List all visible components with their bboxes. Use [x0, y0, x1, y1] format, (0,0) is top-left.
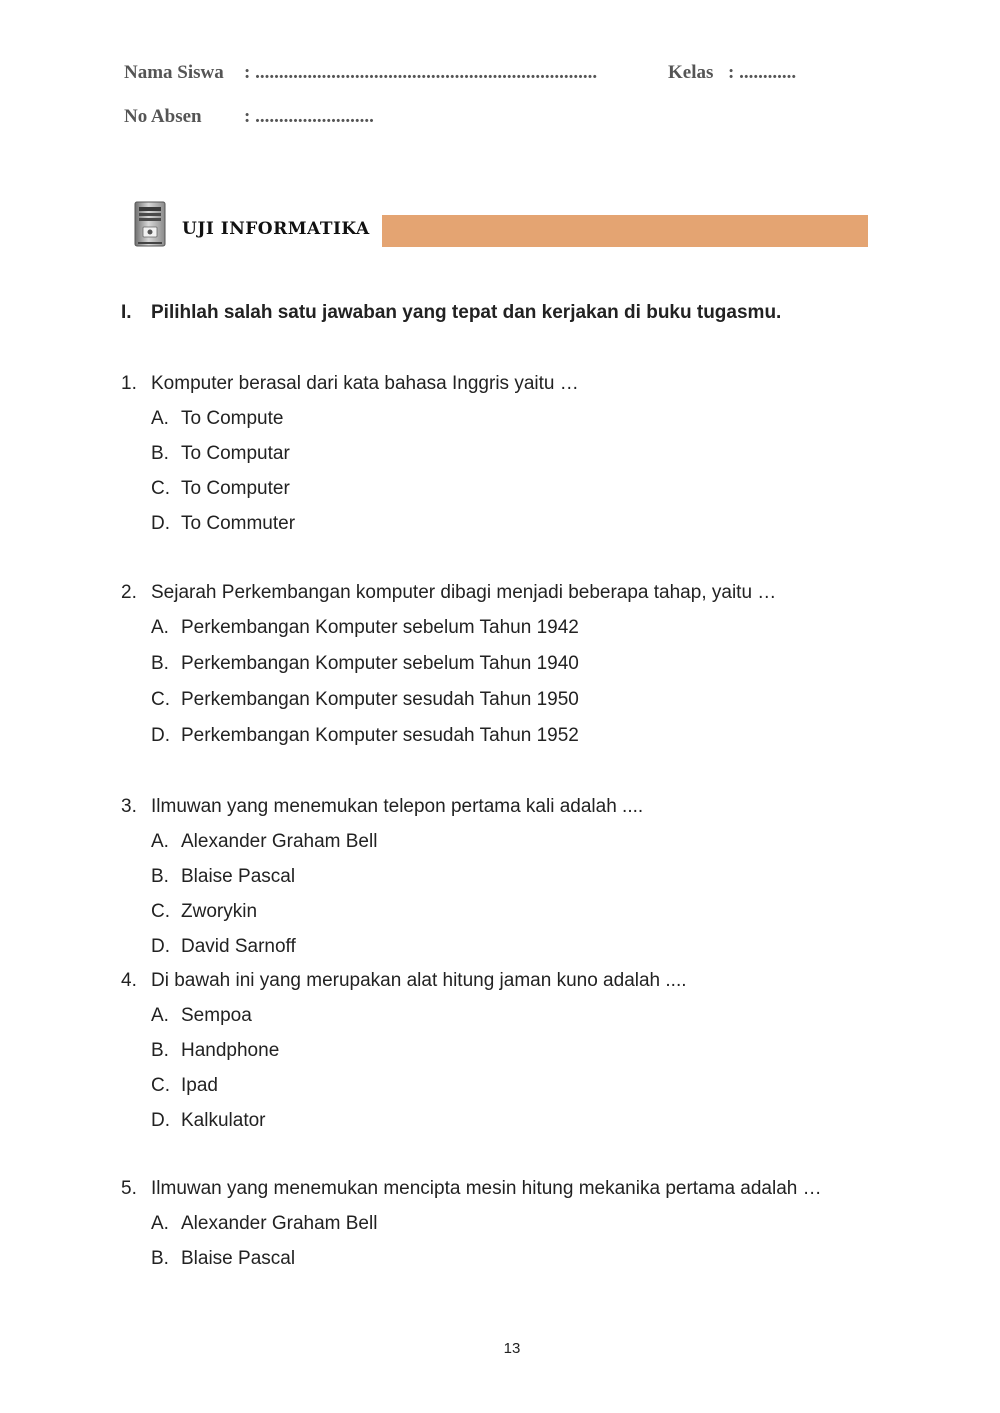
- option-c[interactable]: [121, 1075, 687, 1110]
- option-letter: A.: [151, 408, 169, 429]
- option-c[interactable]: [121, 901, 643, 936]
- option-b[interactable]: [121, 653, 776, 689]
- option-b[interactable]: [121, 1248, 822, 1283]
- option-text: Zworykin: [181, 901, 258, 922]
- option-letter: C.: [151, 901, 170, 922]
- option-text: Blaise Pascal: [181, 866, 296, 887]
- option-letter: B.: [151, 1248, 169, 1269]
- question-number: 4.: [121, 970, 137, 991]
- option-text: To Compute: [181, 408, 284, 429]
- question-prompt: Ilmuwan yang menemukan telepon pertama kali adalah ....: [151, 796, 644, 817]
- option-a[interactable]: [121, 1213, 822, 1248]
- no-absen-label: No Absen: [124, 106, 202, 127]
- question-4: [121, 970, 687, 1145]
- option-text: Kalkulator: [181, 1110, 266, 1131]
- banner-title: UJI INFORMATIKA: [182, 219, 370, 239]
- page-number: 13: [503, 1340, 521, 1357]
- option-d[interactable]: [121, 1110, 687, 1145]
- question-text: [121, 582, 776, 617]
- question-3: [121, 796, 643, 971]
- option-letter: B.: [151, 443, 169, 464]
- option-a[interactable]: [121, 831, 643, 866]
- option-letter: C.: [151, 478, 170, 499]
- option-b[interactable]: [121, 1040, 687, 1075]
- option-c[interactable]: [121, 478, 579, 513]
- option-letter: B.: [151, 1040, 169, 1061]
- instruction: [121, 302, 781, 324]
- question-text: [121, 373, 579, 408]
- banner-bar: [382, 215, 868, 247]
- question-2: [121, 582, 776, 761]
- question-5: [121, 1178, 822, 1283]
- option-b[interactable]: [121, 443, 579, 478]
- option-letter: D.: [151, 513, 170, 534]
- option-d[interactable]: [121, 936, 643, 971]
- option-text: Handphone: [181, 1040, 280, 1061]
- option-letter: C.: [151, 1075, 170, 1096]
- question-text: [121, 796, 643, 831]
- option-text: Blaise Pascal: [181, 1248, 296, 1269]
- computer-tower-icon: [133, 200, 167, 248]
- question-text: [121, 970, 687, 1005]
- option-text: Alexander Graham Bell: [181, 831, 378, 852]
- option-a[interactable]: [121, 1005, 687, 1040]
- kelas-label: Kelas: [668, 62, 714, 83]
- option-letter: C.: [151, 689, 170, 710]
- question-1: [121, 373, 579, 548]
- nama-siswa-field[interactable]: : ........................................................................: [244, 62, 598, 83]
- question-number: 2.: [121, 582, 137, 603]
- nama-siswa-label: Nama Siswa: [124, 62, 224, 83]
- option-letter: D.: [151, 936, 170, 957]
- option-a[interactable]: [121, 617, 776, 653]
- option-d[interactable]: [121, 513, 579, 548]
- option-text: Sempoa: [181, 1005, 252, 1026]
- kelas-field[interactable]: : ............: [728, 62, 797, 83]
- question-number: 3.: [121, 796, 137, 817]
- option-letter: A.: [151, 617, 169, 638]
- instruction-text: Pilihlah salah satu jawaban yang tepat dan kerjakan di buku tugasmu.: [151, 302, 782, 323]
- option-text: Ipad: [181, 1075, 218, 1096]
- option-text: Alexander Graham Bell: [181, 1213, 378, 1234]
- no-absen-field[interactable]: : .........................: [244, 106, 374, 127]
- option-letter: D.: [151, 725, 170, 746]
- option-d[interactable]: [121, 725, 776, 761]
- option-letter: A.: [151, 1213, 169, 1234]
- option-text: To Computar: [181, 443, 290, 464]
- question-number: 5.: [121, 1178, 137, 1199]
- option-text: Perkembangan Komputer sebelum Tahun 1940: [181, 653, 579, 674]
- option-text: David Sarnoff: [181, 936, 296, 957]
- question-prompt: Sejarah Perkembangan komputer dibagi menjadi beberapa tahap, yaitu …: [151, 582, 777, 603]
- instruction-number: I.: [121, 302, 132, 323]
- option-a[interactable]: [121, 408, 579, 443]
- option-letter: A.: [151, 831, 169, 852]
- option-text: Perkembangan Komputer sebelum Tahun 1942: [181, 617, 579, 638]
- question-number: 1.: [121, 373, 137, 394]
- option-letter: D.: [151, 1110, 170, 1131]
- question-text: [121, 1178, 822, 1213]
- option-b[interactable]: [121, 866, 643, 901]
- option-letter: A.: [151, 1005, 169, 1026]
- option-text: Perkembangan Komputer sesudah Tahun 1952: [181, 725, 579, 746]
- question-prompt: Ilmuwan yang menemukan mencipta mesin hitung mekanika pertama adalah …: [151, 1178, 822, 1199]
- question-prompt: Di bawah ini yang merupakan alat hitung jaman kuno adalah ....: [151, 970, 687, 991]
- option-c[interactable]: [121, 689, 776, 725]
- option-text: To Commuter: [181, 513, 296, 534]
- question-prompt: Komputer berasal dari kata bahasa Inggris yaitu …: [151, 373, 579, 394]
- option-text: Perkembangan Komputer sesudah Tahun 1950: [181, 689, 579, 710]
- option-text: To Computer: [181, 478, 290, 499]
- option-letter: B.: [151, 653, 169, 674]
- option-letter: B.: [151, 866, 169, 887]
